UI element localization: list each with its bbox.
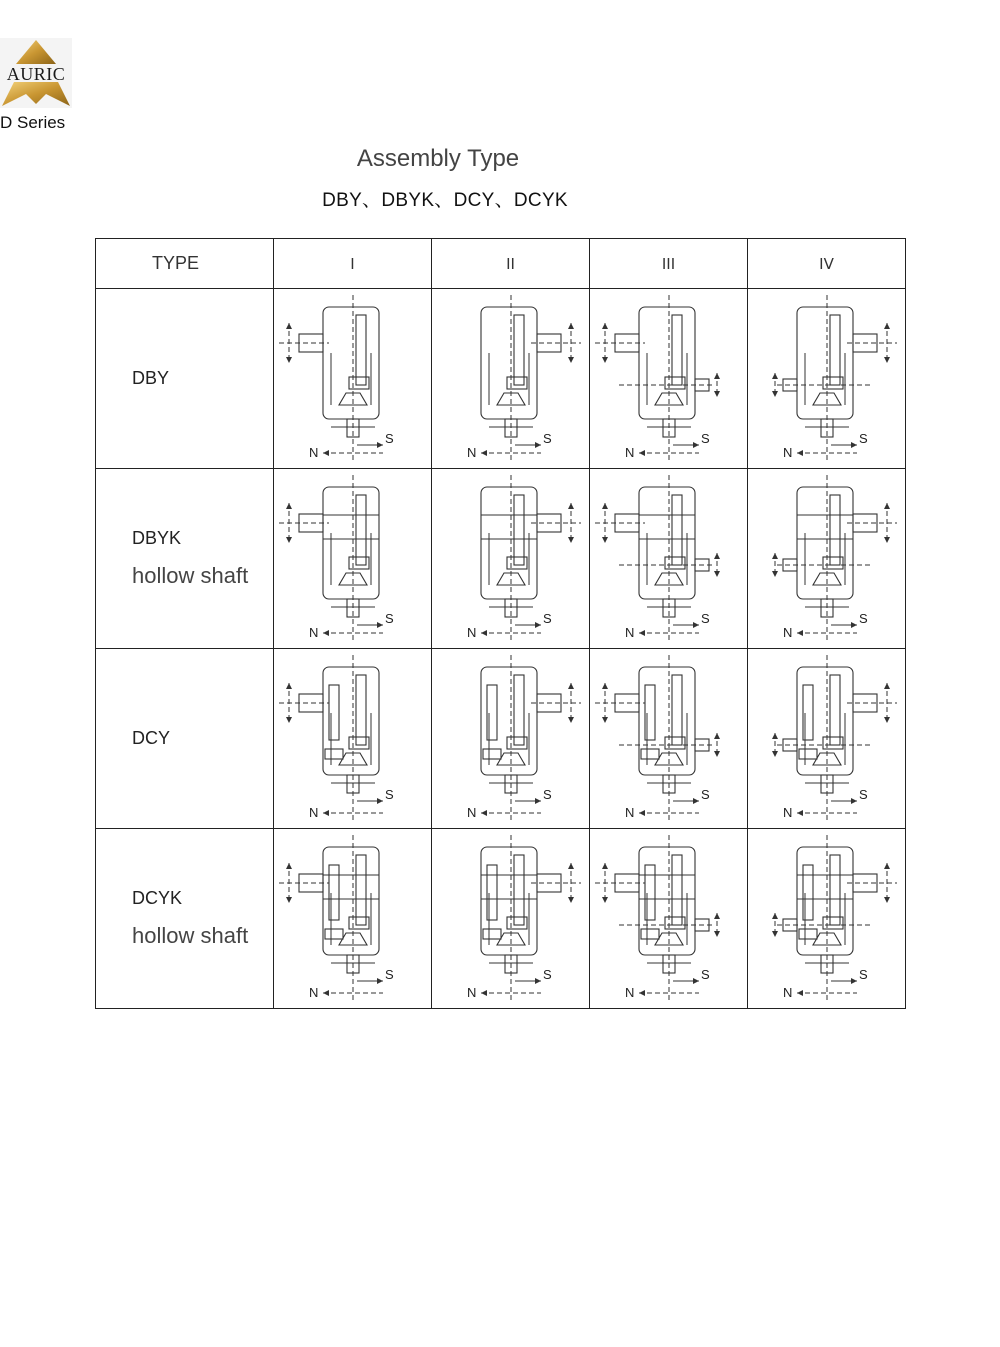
assembly-diagram	[436, 473, 586, 645]
direction-arrow-icon	[286, 503, 292, 509]
arrow-right-icon	[851, 622, 857, 628]
direction-arrow-icon	[602, 863, 608, 869]
direction-arrow-icon	[568, 863, 574, 869]
type-header: TYPE	[96, 239, 274, 289]
row-label: DCY	[132, 728, 171, 748]
arrow-left-icon	[797, 990, 803, 996]
diagram-cell	[590, 829, 748, 1009]
direction-arrow-icon	[772, 391, 778, 397]
label-s: S	[542, 430, 552, 446]
label-s: S	[858, 966, 868, 982]
row-label-cell	[96, 469, 274, 649]
direction-arrow-icon	[568, 503, 574, 509]
arrow-left-icon	[481, 810, 487, 816]
arrow-right-icon	[851, 798, 857, 804]
label-s: S	[700, 786, 710, 802]
direction-arrow-icon	[714, 931, 720, 937]
direction-arrow-icon	[602, 357, 608, 363]
assembly-diagram	[278, 653, 428, 825]
diagram-cell	[590, 469, 748, 649]
label-s: S	[858, 610, 868, 626]
assembly-diagram	[752, 653, 902, 825]
arrow-right-icon	[535, 798, 541, 804]
arrow-right-icon	[693, 978, 699, 984]
table-row	[96, 829, 906, 1009]
page-subtitle: DBY、DBYK、DCY、DCYK	[322, 190, 568, 211]
label-n: N	[466, 624, 476, 640]
intermediate-shaft	[356, 315, 366, 385]
direction-arrow-icon	[714, 913, 720, 919]
arrow-left-icon	[639, 810, 645, 816]
assembly-type-table	[95, 238, 906, 1009]
direction-arrow-icon	[602, 897, 608, 903]
direction-arrow-icon	[602, 717, 608, 723]
gear-block	[483, 749, 501, 759]
series-name: D Series	[0, 113, 66, 132]
label-n: N	[624, 984, 634, 1000]
label-n: N	[782, 984, 792, 1000]
assembly-diagram	[594, 653, 744, 825]
label-s: S	[542, 786, 552, 802]
diagram-cell	[432, 829, 590, 1009]
direction-arrow-icon	[884, 537, 890, 543]
diagram-cell	[432, 649, 590, 829]
intermediate-shaft	[514, 675, 524, 745]
assembly-diagram	[752, 833, 902, 1005]
gear-block	[799, 749, 817, 759]
diagram-cell	[274, 469, 432, 649]
arrow-left-icon	[323, 450, 329, 456]
arrow-left-icon	[639, 990, 645, 996]
direction-arrow-icon	[884, 357, 890, 363]
label-s: S	[700, 430, 710, 446]
intermediate-shaft	[672, 855, 682, 925]
direction-arrow-icon	[772, 913, 778, 919]
arrow-right-icon	[535, 622, 541, 628]
gear-block	[325, 929, 343, 939]
intermediate-shaft	[830, 855, 840, 925]
assembly-diagram	[594, 293, 744, 465]
intermediate-shaft	[514, 315, 524, 385]
label-n: N	[308, 624, 318, 640]
row-label: DBY	[132, 368, 170, 388]
label-s: S	[384, 966, 394, 982]
arrow-right-icon	[693, 622, 699, 628]
direction-arrow-icon	[602, 537, 608, 543]
intermediate-shaft	[356, 855, 366, 925]
assembly-diagram	[278, 473, 428, 645]
gear-block	[799, 929, 817, 939]
table-header-row	[96, 239, 906, 289]
diagram-cell	[432, 469, 590, 649]
direction-arrow-icon	[568, 683, 574, 689]
arrow-right-icon	[377, 978, 383, 984]
label-s: S	[700, 966, 710, 982]
arrow-left-icon	[481, 630, 487, 636]
assembly-diagram	[436, 293, 586, 465]
label-s: S	[384, 610, 394, 626]
diagram-cell	[748, 649, 906, 829]
label-n: N	[308, 804, 318, 820]
table-row	[96, 469, 906, 649]
diagram-cell	[274, 289, 432, 469]
diagram-cell	[274, 829, 432, 1009]
label-s: S	[700, 610, 710, 626]
assembly-diagram	[278, 293, 428, 465]
direction-arrow-icon	[714, 733, 720, 739]
arrow-right-icon	[693, 798, 699, 804]
row-sublabel: hollow shaft	[132, 563, 249, 588]
assembly-diagram	[594, 833, 744, 1005]
row-label-cell	[96, 829, 274, 1009]
direction-arrow-icon	[286, 897, 292, 903]
label-n: N	[624, 624, 634, 640]
direction-arrow-icon	[714, 553, 720, 559]
direction-arrow-icon	[772, 733, 778, 739]
arrow-right-icon	[377, 622, 383, 628]
intermediate-shaft	[356, 675, 366, 745]
direction-arrow-icon	[568, 897, 574, 903]
intermediate-shaft	[672, 315, 682, 385]
arrow-right-icon	[693, 442, 699, 448]
label-s: S	[384, 786, 394, 802]
assembly-diagram	[752, 473, 902, 645]
logo-wordmark: AURIC	[6, 64, 66, 84]
diagram-cell	[748, 829, 906, 1009]
direction-arrow-icon	[286, 357, 292, 363]
label-s: S	[542, 966, 552, 982]
arrow-right-icon	[851, 978, 857, 984]
label-s: S	[858, 786, 868, 802]
row-label: DBYK	[132, 528, 182, 548]
label-n: N	[308, 984, 318, 1000]
column-header-3: III	[590, 239, 748, 289]
arrow-right-icon	[377, 442, 383, 448]
direction-arrow-icon	[568, 717, 574, 723]
direction-arrow-icon	[884, 863, 890, 869]
label-n: N	[782, 624, 792, 640]
direction-arrow-icon	[286, 717, 292, 723]
arrow-left-icon	[323, 810, 329, 816]
intermediate-shaft	[514, 855, 524, 925]
page-title: Assembly Type	[356, 145, 520, 172]
direction-arrow-icon	[884, 717, 890, 723]
arrow-left-icon	[323, 630, 329, 636]
row-label: DCYK	[132, 888, 183, 908]
arrow-left-icon	[797, 630, 803, 636]
table-row	[96, 289, 906, 469]
intermediate-shaft	[356, 495, 366, 565]
gear-block	[641, 929, 659, 939]
direction-arrow-icon	[568, 357, 574, 363]
arrow-right-icon	[535, 978, 541, 984]
direction-arrow-icon	[884, 503, 890, 509]
arrow-left-icon	[639, 630, 645, 636]
arrow-left-icon	[481, 990, 487, 996]
gear-block	[641, 749, 659, 759]
arrow-left-icon	[323, 990, 329, 996]
diagram-cell	[748, 289, 906, 469]
arrow-left-icon	[639, 450, 645, 456]
assembly-diagram	[752, 293, 902, 465]
direction-arrow-icon	[568, 323, 574, 329]
direction-arrow-icon	[286, 683, 292, 689]
direction-arrow-icon	[884, 683, 890, 689]
arrow-right-icon	[851, 442, 857, 448]
label-n: N	[466, 444, 476, 460]
direction-arrow-icon	[286, 323, 292, 329]
intermediate-shaft	[830, 675, 840, 745]
arrow-right-icon	[535, 442, 541, 448]
arrow-left-icon	[797, 810, 803, 816]
column-header-4: IV	[748, 239, 906, 289]
label-n: N	[782, 804, 792, 820]
arrow-left-icon	[797, 450, 803, 456]
label-n: N	[466, 804, 476, 820]
direction-arrow-icon	[602, 503, 608, 509]
diagram-cell	[590, 289, 748, 469]
label-n: N	[624, 444, 634, 460]
direction-arrow-icon	[602, 323, 608, 329]
intermediate-shaft	[830, 315, 840, 385]
intermediate-shaft	[514, 495, 524, 565]
label-s: S	[858, 430, 868, 446]
direction-arrow-icon	[772, 931, 778, 937]
direction-arrow-icon	[714, 373, 720, 379]
arrow-right-icon	[377, 798, 383, 804]
direction-arrow-icon	[286, 863, 292, 869]
direction-arrow-icon	[714, 571, 720, 577]
label-n: N	[624, 804, 634, 820]
direction-arrow-icon	[772, 751, 778, 757]
direction-arrow-icon	[772, 553, 778, 559]
assembly-diagram	[436, 833, 586, 1005]
assembly-diagram	[436, 653, 586, 825]
diagram-cell	[748, 469, 906, 649]
row-label-cell	[96, 289, 274, 469]
label-n: N	[308, 444, 318, 460]
column-header-1: I	[274, 239, 432, 289]
diagram-cell	[432, 289, 590, 469]
label-n: N	[782, 444, 792, 460]
row-label-cell	[96, 649, 274, 829]
direction-arrow-icon	[884, 897, 890, 903]
diagram-cell	[590, 649, 748, 829]
direction-arrow-icon	[286, 537, 292, 543]
label-s: S	[384, 430, 394, 446]
intermediate-shaft	[830, 495, 840, 565]
assembly-diagram	[278, 833, 428, 1005]
intermediate-shaft	[672, 495, 682, 565]
gear-block	[483, 929, 501, 939]
label-s: S	[542, 610, 552, 626]
diagram-cell	[274, 649, 432, 829]
gear-block	[325, 749, 343, 759]
assembly-diagram	[594, 473, 744, 645]
direction-arrow-icon	[714, 751, 720, 757]
table-row	[96, 649, 906, 829]
direction-arrow-icon	[568, 537, 574, 543]
direction-arrow-icon	[884, 323, 890, 329]
arrow-left-icon	[481, 450, 487, 456]
intermediate-shaft	[672, 675, 682, 745]
direction-arrow-icon	[602, 683, 608, 689]
direction-arrow-icon	[772, 571, 778, 577]
label-n: N	[466, 984, 476, 1000]
column-header-2: II	[432, 239, 590, 289]
direction-arrow-icon	[714, 391, 720, 397]
direction-arrow-icon	[772, 373, 778, 379]
row-sublabel: hollow shaft	[132, 923, 249, 948]
